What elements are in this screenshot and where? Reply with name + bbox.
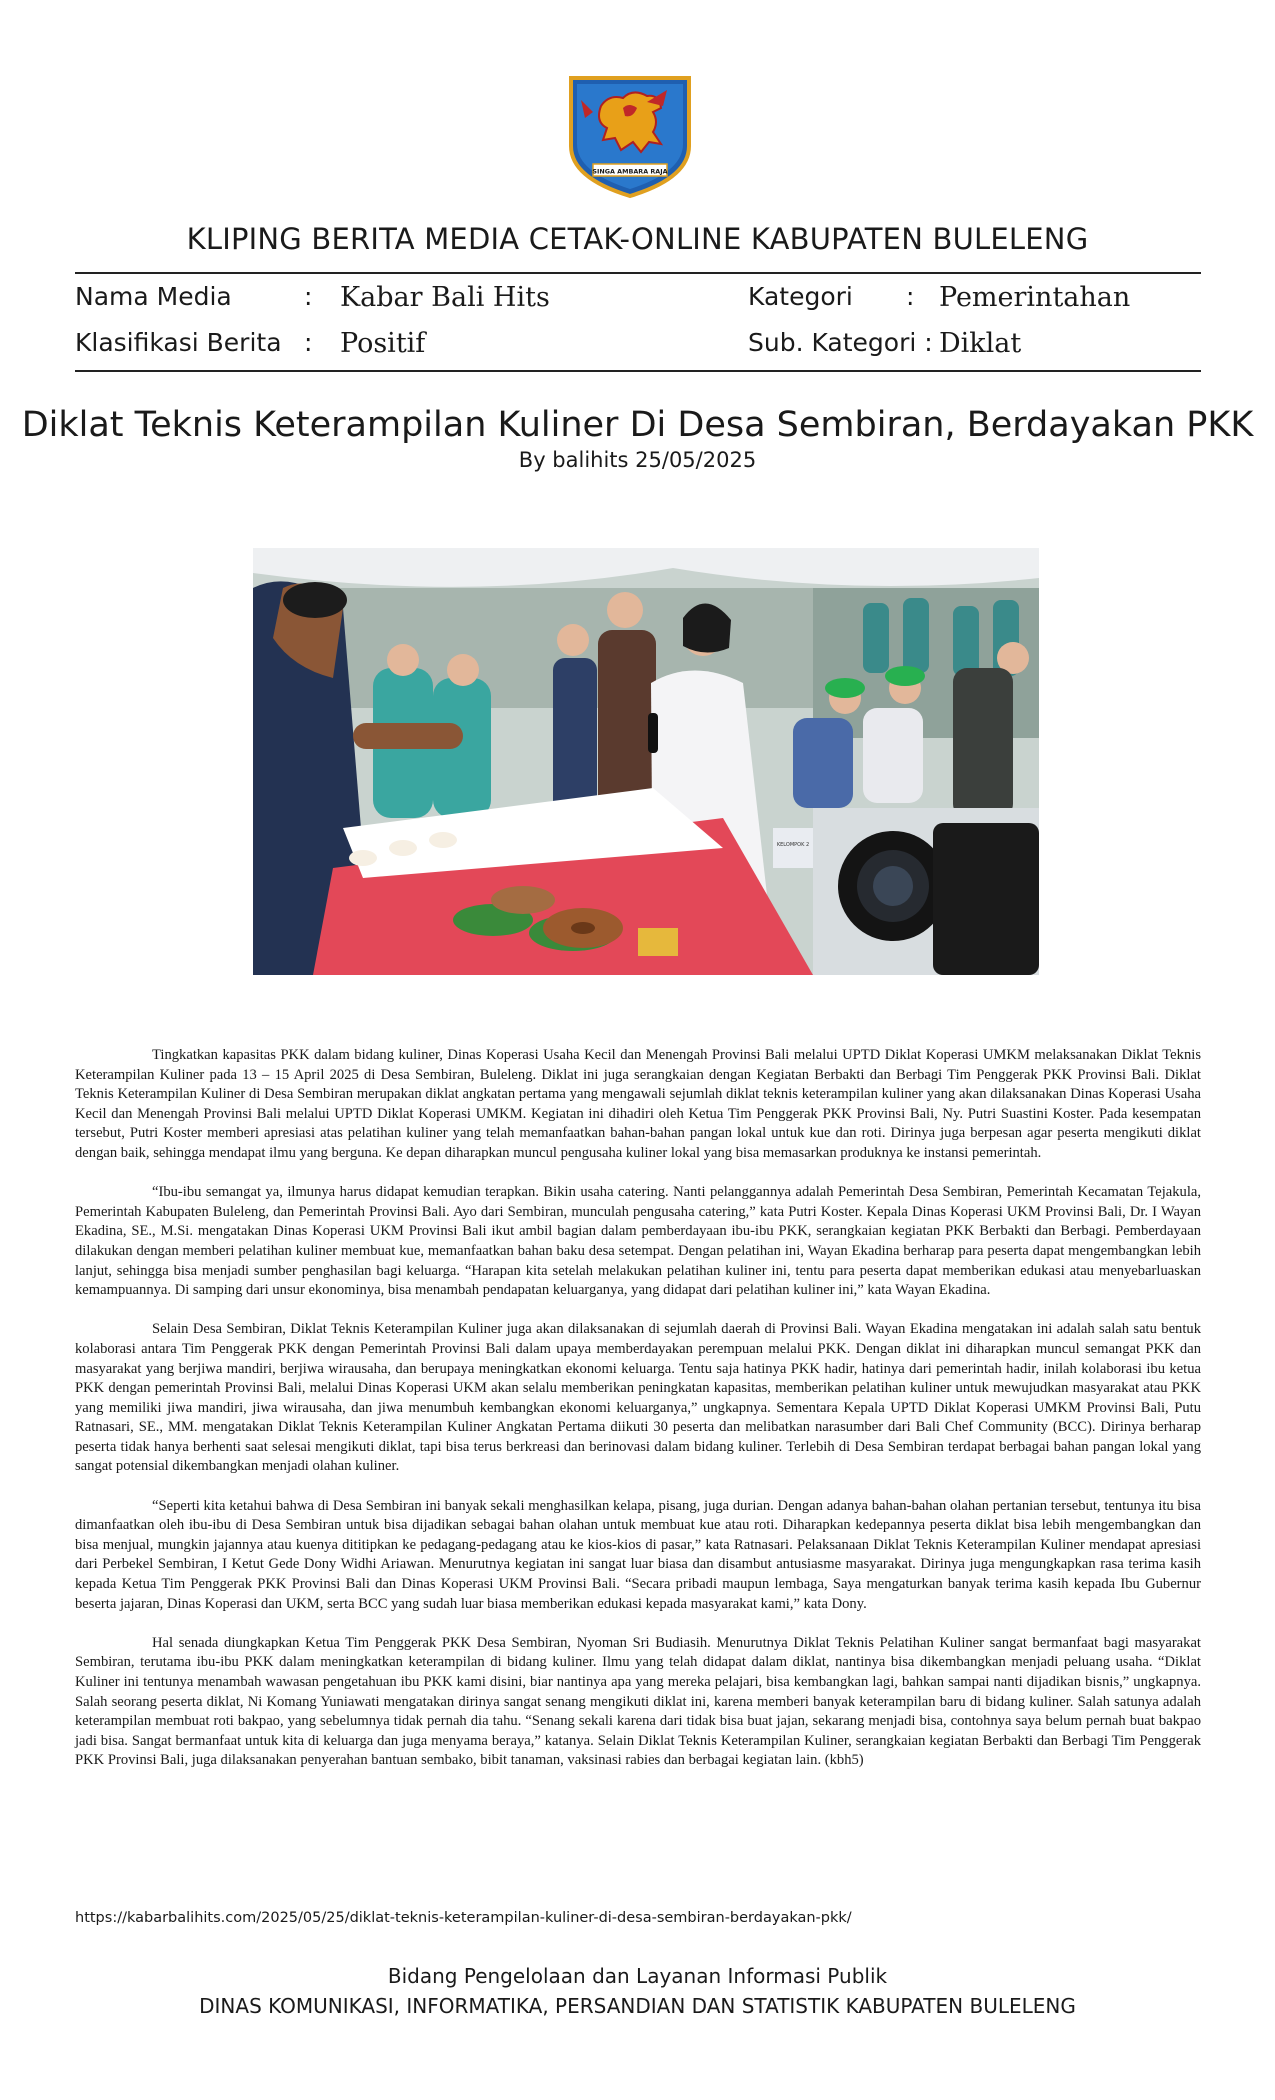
header-divider-bottom: [75, 370, 1201, 372]
article-byline: By balihits 25/05/2025: [518, 448, 757, 472]
klasifikasi-label: Klasifikasi Berita: [75, 328, 282, 357]
sub-kategori-label: Sub. Kategori :: [748, 328, 933, 357]
sub-kategori-value: Diklat: [939, 328, 1022, 359]
nama-media-label: Nama Media: [75, 282, 232, 311]
crest-icon: [563, 72, 697, 200]
kategori-colon: :: [906, 282, 915, 311]
footer-agency: DINAS KOMUNIKASI, INFORMATIKA, PERSANDIAN DAN STATISTIK KABUPATEN BULELENG: [199, 1994, 1076, 2018]
article-body: [75, 1046, 1201, 1791]
logo-caption: SINGA AMBARA RAJA: [592, 167, 668, 176]
klasifikasi-colon: :: [304, 328, 313, 357]
article-photo: [253, 548, 1039, 975]
kategori-value: Pemerintahan: [939, 282, 1131, 313]
photo-group-sign: KELOMPOK 2: [776, 842, 810, 848]
article-paragraph: “Ibu-ibu semangat ya, ilmunya harus didapat kemudian terapkan. Bikin usaha catering. Nanti pelanggannya adalah Pemerintah Desa Sembiran, Pemerintah Kecamatan Tejakula, Pemerintah Kabupaten Buleleng, dan Pemerintah Provinsi Bali. Ayo dari Sembiran, munculah pengusaha catering,” kata Putri Koster. Kepala Dinas Koperasi UKM Provinsi Bali, Dr. I Wayan Ekadina, SE., M.Si. mengatakan Dinas Koperasi UKM Provinsi Bali ikut ambil bagian dalam pemberdayaan ibu-ibu PKK, serangkaian kegiatan PKK Berbakti dan Berbagi. Pemberdayaan dilakukan dengan memberi pelatihan kuliner membuat kue, memanfaatkan bahan baku desa setempat. Dengan pelatihan ini, Wayan Ekadina berharap para peserta dapat mengembangkan lebih lanjut, sehingga bisa menjadi sumber penghasilan bagi keluarga. “Harapan kita setelah melakukan pelatihan kuliner ini, tentu para peserta dapat memberikan edukasi atau menyebarluaskan kemampuannya. Di samping dari unsur ekonominya, bisa menambah pendapatan keluarganya, yang didapat dari pelatihan kuliner ini,” kata Wayan Ekadina.: [75, 1184, 1201, 1299]
article-headline: Diklat Teknis Keterampilan Kuliner Di Desa Sembiran, Berdayakan PKK: [21, 405, 1254, 445]
article-paragraph: Selain Desa Sembiran, Diklat Teknis Keterampilan Kuliner juga akan dilaksanakan di sejumlah daerah di Provinsi Bali. Wayan Ekadina mengatakan ini adalah salah satu bentuk kolaborasi antara Tim Penggerak PKK dengan Pemerintah Provinsi Bali dalam upaya memberdayakan perempuan melalui PKK. Dengan diklat ini diharapkan muncul semangat PKK dan masyarakat yang berjiwa mandiri, berjiwa wirausaha, dan berupaya meningkatkan ekonomi keluarga. Tentu saja hatinya PKK hadir, hatinya dari pemerintah hadir, inilah kolaborasi ibu ketua PKK dengan pemerintah Provinsi Bali, melalui Dinas Koperasi UKM akan selalu memberikan peningkatan kapasitas, memberikan pelatihan kuliner untuk mewujudkan masyarakat atau PKK yang memiliki jiwa mandiri, jiwa wirausaha, dan jiwa menumbuh kembangkan ekonomi keluarganya,” ungkapnya. Sementara Kepala UPTD Diklat Koperasi UMKM Provinsi Bali, Putu Ratnasari, SE., MM. mengatakan Diklat Teknis Keterampilan Kuliner Angkatan Pertama diikuti 30 peserta dan melibatkan narasumber dari Bali Chef Community (BCC). Dirinya berharap peserta tidak hanya berhenti saat selesai mengikuti diklat, tapi bisa terus berkreasi dan berinovasi dalam bidang kuliner. Terlebih di Desa Sembiran terdapat berbagai bahan pangan lokal yang sangat potensial dikembangkan menjadi olahan kuliner.: [75, 1321, 1201, 1475]
article-paragraph: “Seperti kita ketahui bahwa di Desa Sembiran ini banyak sekali menghasilkan kelapa, pisang, juga durian. Dengan adanya bahan-bahan olahan pertanian tersebut, tentunya itu bisa dimanfaatkan oleh ibu-ibu di Desa Sembiran untuk bisa dijadikan sebagai bahan olahan untuk membuat kue atau roti. Diharapkan kedepannya peserta diklat bisa lebih mengembangkan dan bisa menjual, mungkin jajannya atau kuenya dititipkan ke pedagang-pedagang atau ke kios-kios di pasar,” kata Ratnasari. Pelaksanaan Diklat Teknis Keterampilan Kuliner mendapat apresiasi dari Perbekel Sembiran, I Ketut Gede Dony Widhi Ariawan. Menurutnya kegiatan ini sangat luar biasa dan disambut antusiasme masyarakat. Dirinya juga mengungkapkan rasa terima kasih kepada Ketua Tim Penggerak PKK Provinsi Bali dan Dinas Koperasi UKM Provinsi Bali. “Secara pribadi maupun lembaga, Saya mengaturkan banyak terima kasih kepada Ibu Gubernur beserta jajaran, Dinas Koperasi dan UKM, serta BCC yang sudah luar biasa memberikan edukasi kepada masyarakat kami,” kata Dony.: [75, 1497, 1201, 1612]
article-paragraph: Hal senada diungkapkan Ketua Tim Penggerak PKK Desa Sembiran, Nyoman Sri Budiasih. Menurutnya Diklat Teknis Pelatihan Kuliner sangat bermanfaat bagi masyarakat Sembiran, terutama ibu-ibu PKK dalam meningkatkan keterampilan di bidang kuliner. Ilmu yang telah didapat dalam diklat, nantinya bisa dikembangkan menjadi peluang usaha. “Diklat Kuliner ini tentunya menambah wawasan pengetahuan ibu PKK kami disini, biar nantinya apa yang mereka pelajari, bisa kembangkan lagi, bahkan sampai nanti dijadikan bisnis,” ungkapnya. Salah seorang peserta diklat, Ni Komang Yuniawati mengatakan dirinya sangat senang mengikuti diklat ini, karena memberi banyak keterampilan baru di bidang kuliner. Salah satunya adalah keterampilan membuat roti bakpao, yang sebelumnya tidak pernah dia tahu. “Senang sekali karena dari tidak bisa buat jajan, sekarang menjadi bisa, contohnya saya belum pernah buat bakpao jadi bisa. Sangat bermanfaat untuk kita di keluarga dan juga menyama beraya,” katanya. Selain Diklat Teknis Keterampilan Kuliner, serangkaian kegiatan Berbakti dan Berbagi Tim Penggerak PKK Provinsi Bali, juga dilaksanakan penyerahan bantuan sembako, bibit tanaman, vaksinasi rabies dan berbagai kegiatan lain. (kbh5): [75, 1634, 1201, 1769]
article-paragraph: Tingkatkan kapasitas PKK dalam bidang kuliner, Dinas Koperasi Usaha Kecil dan Menengah Provinsi Bali melalui UPTD Diklat Koperasi UMKM melaksanakan Diklat Teknis Keterampilan Kuliner pada 13 – 15 April 2025 di Desa Sembiran, Buleleng. Diklat ini juga serangkaian dengan Kegiatan Berbakti dan Berbagi Tim Penggerak PKK Provinsi Bali. Diklat Teknis Keterampilan Kuliner di Desa Sembiran merupakan diklat angkatan pertama yang mengawali sejumlah diklat teknis keterampilan kuliner yang akan dilaksanakan Dinas Koperasi Usaha Kecil dan Menengah Provinsi Bali melalui UPTD Diklat Koperasi UMKM. Kegiatan ini dihadiri oleh Ketua Tim Penggerak PKK Provinsi Bali, Ny. Putri Suastini Koster. Pada kesempatan tersebut, Putri Koster memberi apresiasi atas pelatihan kuliner yang telah memanfaatkan bahan-bahan pangan lokal untuk kue dan roti. Dirinya juga berpesan agar peserta mengikuti diklat dengan baik, sehingga mendapat ilmu yang berguna. Ke depan diharapkan muncul pengusaha kuliner lokal yang bisa memasarkan produknya ke instansi pemerintah.: [75, 1047, 1201, 1161]
klasifikasi-value: Positif: [340, 328, 426, 359]
source-url-link[interactable]: https://kabarbalihits.com/2025/05/25/diklat-teknis-keterampilan-kuliner-di-desa-sembiran-berdayakan-pkk/: [75, 1910, 852, 1926]
nama-media-colon: :: [304, 282, 313, 311]
kliping-header-title: KLIPING BERITA MEDIA CETAK-ONLINE KABUPATEN BULELENG: [186, 222, 1089, 256]
header-divider-top: [75, 272, 1201, 274]
kategori-label: Kategori: [748, 282, 853, 311]
nama-media-value: Kabar Bali Hits: [340, 282, 550, 313]
footer-department: Bidang Pengelolaan dan Layanan Informasi Publik: [387, 1964, 888, 1988]
buleleng-crest-logo: [563, 72, 697, 200]
